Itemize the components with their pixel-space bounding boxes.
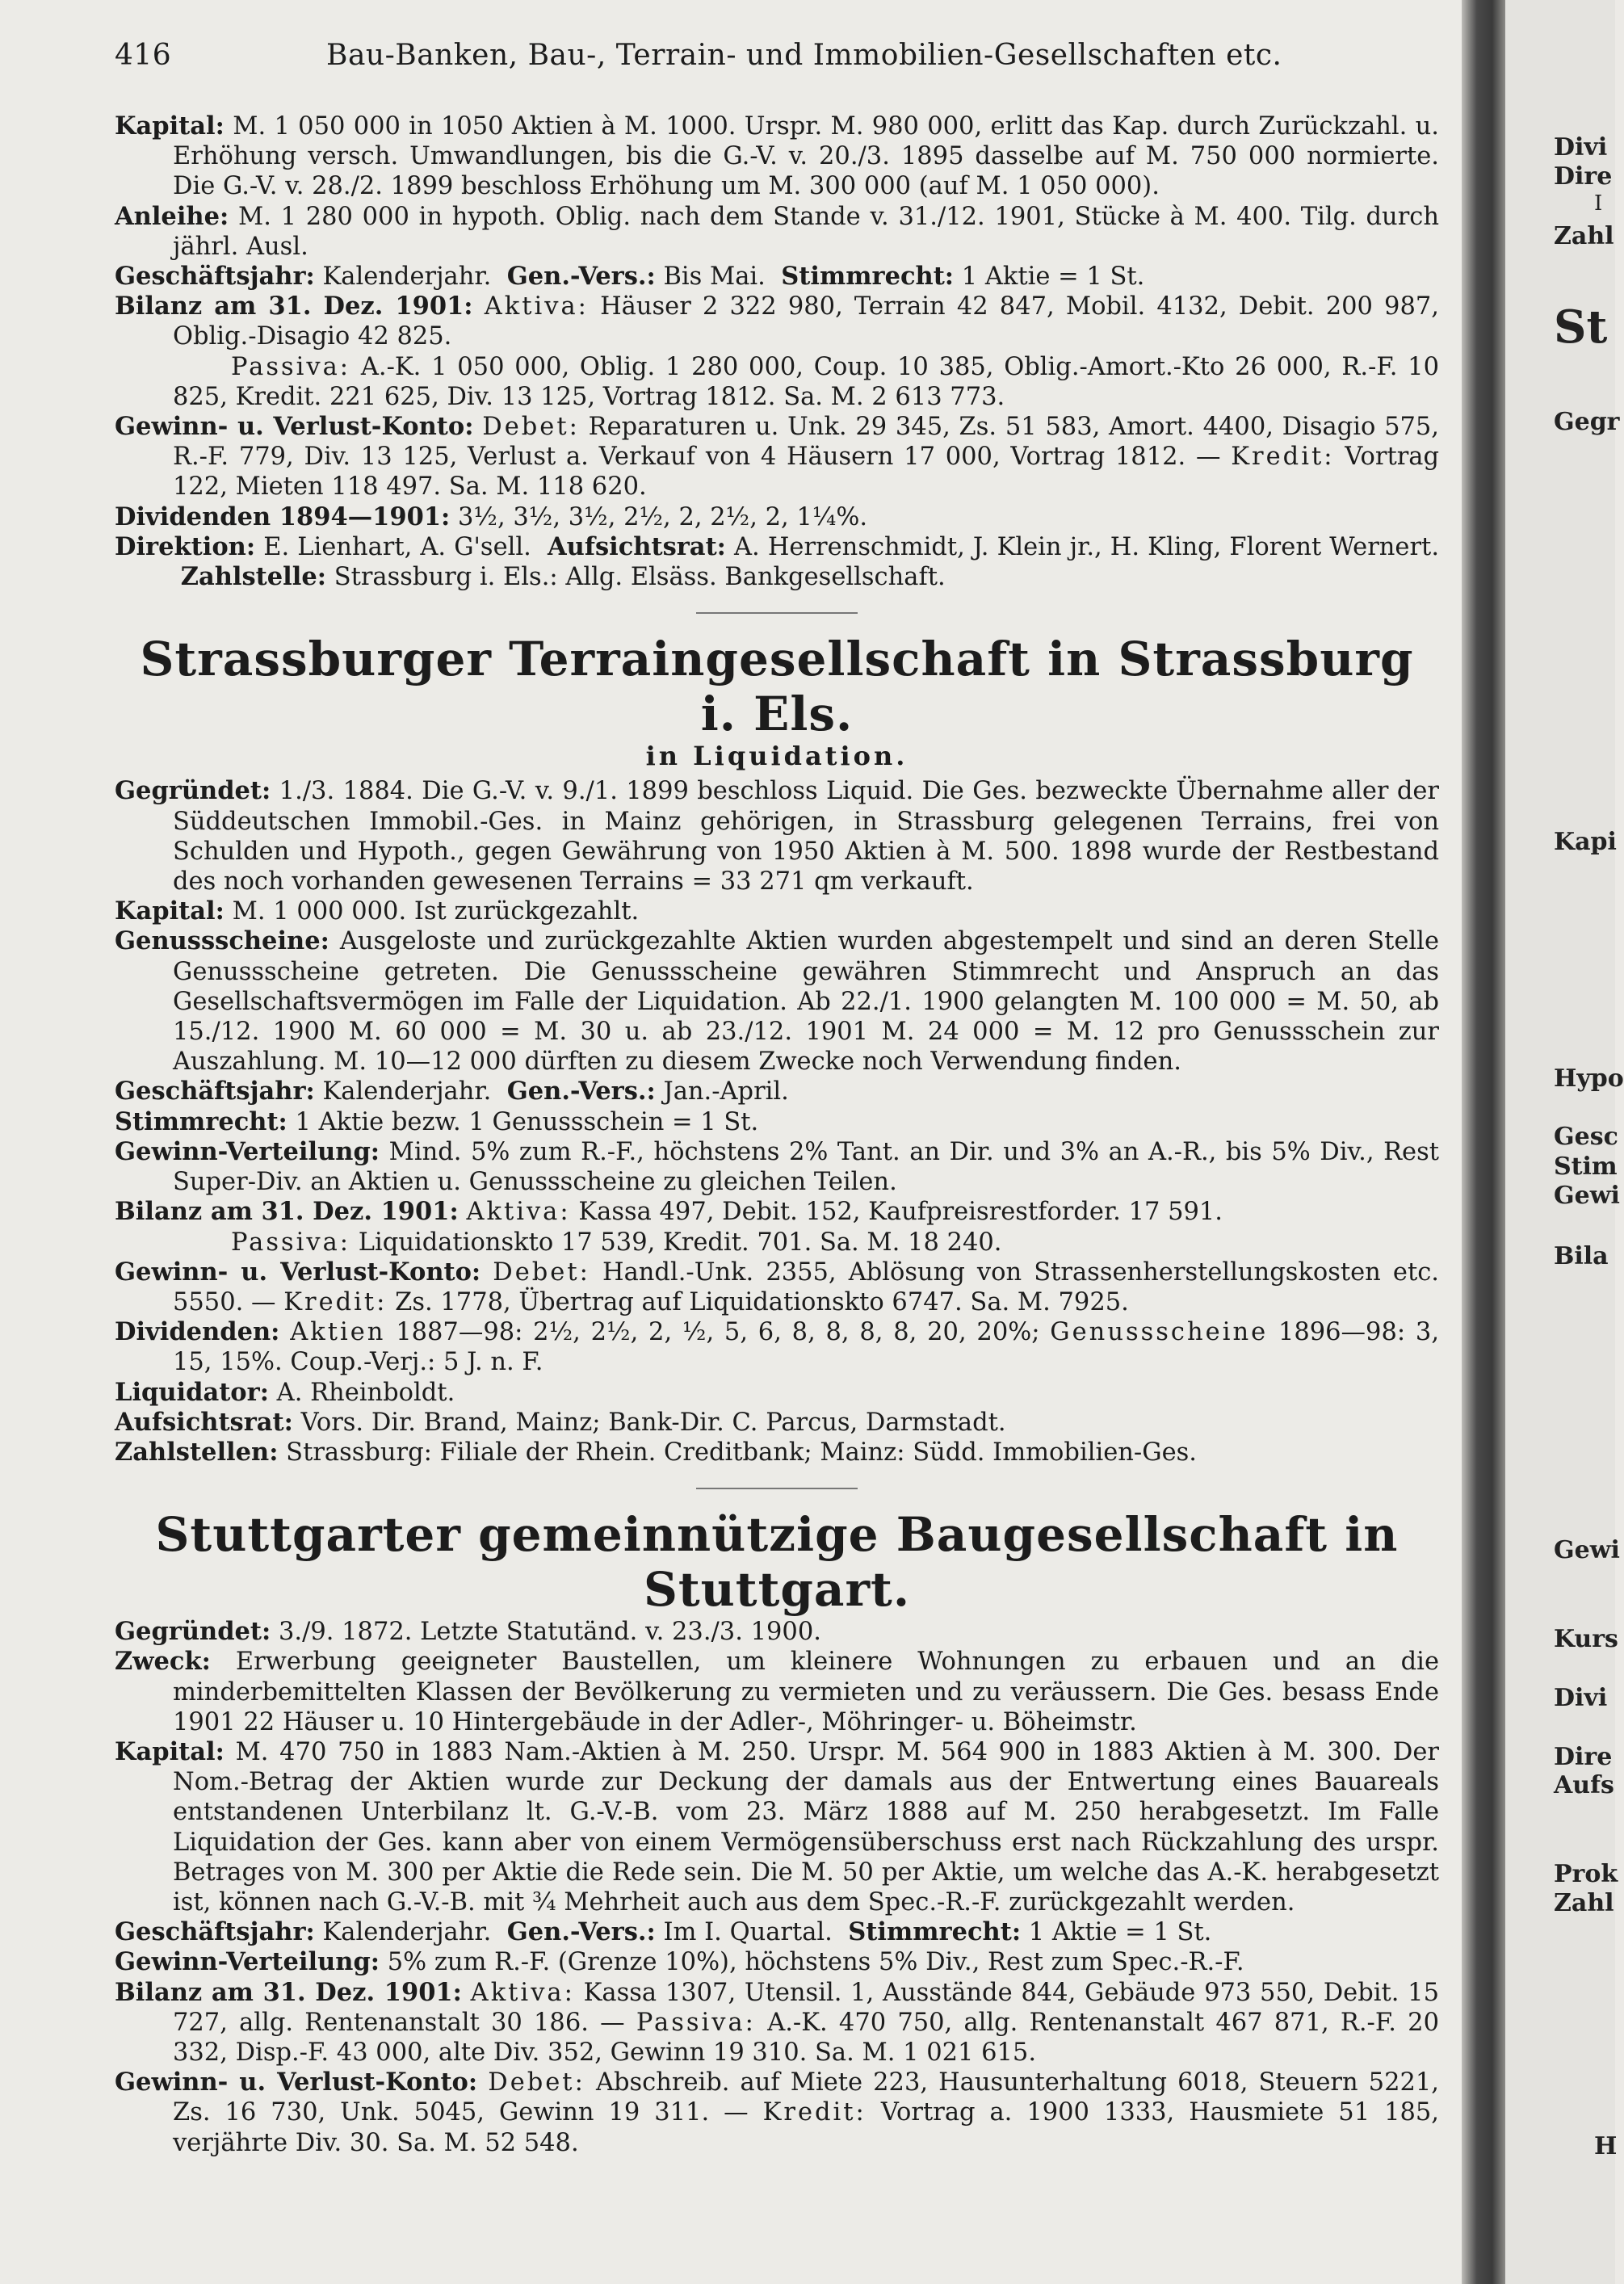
company-title: Strassburger Terraingesellschaft in Strassburg i. Els. xyxy=(140,632,1414,742)
fragment: Stim xyxy=(1554,1152,1618,1181)
entry-liquidator: Liquidator: A. Rheinboldt. xyxy=(115,1377,455,1407)
entry-gewinn-verlust: Gewinn- u. Verlust-Konto: Debet: Abschreib. auf Miete 223, Hausunterhaltung 6018, Steuern 5221, Zs. 16 730, Unk. 5045, Gewinn 19 311. — Kredit: Vortrag a. 1900 1333, Hausmiete 51 185, verjährte Div. 30. Sa. M. 52 548. xyxy=(115,2068,1439,2157)
company-subtitle: in Liquidation. xyxy=(645,741,909,772)
fragment: I xyxy=(1594,191,1603,216)
entry-geschaeftsjahr: Geschäftsjahr: Kalenderjahr. Gen.-Vers.: Im I. Quartal. Stimmrecht: 1 Aktie = 1 St. xyxy=(115,1917,1212,1947)
entry-kapital: Kapital: M. 1 050 000 in 1050 Aktien à M. 1000. Urspr. M. 980 000, erlitt das Kap. durch Zurückzahl. u. Erhöhung versch. Umwandlungen, bis die G.-V. v. 20./3. 1895 dasselbe auf M. 750 000 normierte. Die G.-V. v. 28./2. 1899 beschloss Erhöhung um M. 300 000 (auf M. 1 050 000). xyxy=(115,111,1439,201)
fragment: Bila xyxy=(1554,1242,1609,1270)
fragment: Gegr xyxy=(1554,408,1620,436)
page-content xyxy=(115,111,1439,2158)
fragment: St xyxy=(1554,300,1608,354)
entry-bilanz: Bilanz am 31. Dez. 1901: Aktiva: Kassa 1307, Utensil. 1, Ausstände 844, Gebäude 973 550, Debit. 15 727, allg. Rentenanstalt 30 186. — Passiva: A.-K. 470 750, allg. Rentenanstalt 467 871, R.-F. 20 332, Disp.-F. 43 000, alte Div. 352, Gewinn 19 310. Sa. M. 1 021 615. xyxy=(115,1977,1439,2067)
entry-direktion: Direktion: E. Lienhart, A. G'sell. Aufsichtsrat: A. Herrenschmidt, J. Klein jr., H. Kling, Florent Wernert. Zahlstelle: Strassburg i. Els.: Allg. Elsäss. Bankgesellschaft. xyxy=(115,531,1440,592)
fragment: Divi xyxy=(1554,1684,1608,1712)
entry-bilanz: Bilanz am 31. Dez. 1901: Aktiva: Kassa 497, Debit. 152, Kaufpreisrestforder. 17 591. xyxy=(115,1197,1223,1227)
entry-passiva: Passiva: A.-K. 1 050 000, Oblig. 1 280 000, Coup. 10 385, Oblig.-Amort.-Kto 26 000, R.-F. 10 825, Kredit. 221 625, Div. 13 125, Vortrag 1812. Sa. M. 2 613 773. xyxy=(173,352,1439,411)
section-divider xyxy=(696,612,858,614)
fragment: Prok xyxy=(1554,1860,1618,1888)
entry-gewinn-verteilung: Gewinn-Verteilung: 5% zum R.-F. (Grenze 10%), höchstens 5% Div., Rest zum Spec.-R.-F. xyxy=(115,1947,1244,1977)
fragment: Gewi xyxy=(1554,1182,1620,1210)
entry-anleihe: Anleihe: M. 1 280 000 in hypoth. Oblig. nach dem Stande v. 31./12. 1901, Stücke à M. 400. Tilg. durch jährl. Ausl. xyxy=(115,201,1439,261)
page-number: 416 xyxy=(115,39,172,72)
entry-stimmrecht: Stimmrecht: 1 Aktie bezw. 1 Genussschein = 1 St. xyxy=(115,1106,759,1136)
entry-kapital: Kapital: M. 1 000 000. Ist zurückgezahlt. xyxy=(115,896,640,926)
entry-dividenden: Dividenden 1894—1901: 3½, 3½, 3½, 2½, 2, 2½, 2, 1¼%. xyxy=(115,502,868,531)
fragment: Zahl xyxy=(1554,1889,1614,1917)
fragment: Kapi xyxy=(1554,828,1617,856)
entry-gewinn-verlust: Gewinn- u. Verlust-Konto: Debet: Reparaturen u. Unk. 29 345, Zs. 51 583, Amort. 4400, Disagio 575, R.-F. 779, Div. 13 125, Verlust a. Verkauf von 4 Häusern 17 000, Vortrag 1812. — Kredit: Vortrag 122, Mieten 118 497. Sa. M. 118 620. xyxy=(115,412,1440,502)
entry-gegruendet: Gegründet: 3./9. 1872. Letzte Statutänd. v. 23./3. 1900. xyxy=(115,1617,821,1647)
running-title: Bau-Banken, Bau-, Terrain- und Immobilien-Gesellschaften etc. xyxy=(326,39,1282,72)
entry-gegruendet: Gegründet: 1./3. 1884. Die G.-V. v. 9./1. 1899 beschloss Liquid. Die Ges. bezweckte Übernahme aller der Süddeutschen Immobil.-Ges. in Mainz gehörigen, in Strassburg gelegenen Terrains, frei von Schulden und Hypoth., gegen Gewährung von 1950 Aktien à M. 500. 1898 wurde der Restbestand des noch vorhanden gewesenen Terrains = 33 271 qm verkauft. xyxy=(115,776,1439,896)
entry-gewinn-verteilung: Gewinn-Verteilung: Mind. 5% zum R.-F., höchstens 2% Tant. an Dir. und 3% an A.-R., bis 5% Div., Rest Super-Div. an Aktien u. Genussscheine zu gleichen Teilen. xyxy=(115,1136,1439,1197)
section-divider xyxy=(696,1488,858,1489)
entry-aufsichtsrat: Aufsichtsrat: Vors. Dir. Brand, Mainz; Bank-Dir. C. Parcus, Darmstadt. xyxy=(115,1407,1006,1437)
company-title: Stuttgarter gemeinnützige Baugesellschaft in Stuttgart. xyxy=(155,1507,1399,1618)
fragment: Gesc xyxy=(1554,1123,1618,1151)
fragment: Zahl xyxy=(1554,222,1614,250)
fragment: Dire xyxy=(1554,1743,1613,1771)
entry-geschaeftsjahr: Geschäftsjahr: Kalenderjahr. Gen.-Vers.: Bis Mai. Stimmrecht: 1 Aktie = 1 St. xyxy=(115,262,1145,292)
entry-zahlstellen: Zahlstellen: Strassburg: Filiale der Rhein. Creditbank; Mainz: Südd. Immobilien-Ges. xyxy=(115,1437,1197,1467)
entry-genussscheine: Genussscheine: Ausgeloste und zurückgezahlte Aktien wurden abgestempelt und sind an deren Stelle Genussscheine getreten. Die Genussscheine gewähren Stimmrecht und Anspruch an das Gesellschaftsvermögen im Falle der Liquidation. Ab 22./1. 1900 gelangten M. 100 000 = M. 50, ab 15./12. 1900 M. 60 000 = M. 30 u. ab 23./12. 1901 M. 24 000 = M. 12 pro Genussschein zur Auszahlung. M. 10—12 000 dürften zu diesem Zwecke noch Verwendung finden. xyxy=(115,926,1439,1077)
entry-geschaeftsjahr: Geschäftsjahr: Kalenderjahr. Gen.-Vers.: Jan.-April. xyxy=(115,1077,789,1106)
fragment: Hypo xyxy=(1554,1064,1624,1093)
entry-kapital: Kapital: M. 470 750 in 1883 Nam.-Aktien à M. 250. Urspr. M. 564 900 in 1883 Aktien à M. 300. Der Nom.-Betrag der Aktien wurde zur Deckung der damals aus der Entwertung eines Bauareals entstandenen Unterbilanz lt. G.-V.-B. vom 23. März 1888 auf M. 250 herabgesetzt. Im Falle Liquidation der Ges. kann aber von einem Vermögensüberschuss erst nach Rückzahlung des urspr. Betrages von M. 300 per Aktie die Rede sein. Die M. 50 per Aktie, um welche das A.-K. herabgesetzt ist, können nach G.-V.-B. mit ¾ Mehrheit auch aus dem Spec.-R.-F. zurückgezahlt werden. xyxy=(115,1736,1439,1917)
fragment: Kurs xyxy=(1554,1625,1618,1653)
book-gutter xyxy=(1462,0,1505,2284)
entry-passiva: Passiva: Liquidationskto 17 539, Kredit. 701. Sa. M. 18 240. xyxy=(231,1228,1002,1257)
fragment: Aufs xyxy=(1554,1771,1614,1799)
fragment: Gewi xyxy=(1554,1536,1620,1564)
fragment: H xyxy=(1594,2132,1618,2160)
facing-page-fragment xyxy=(1505,0,1624,2284)
entry-zweck: Zweck: Erwerbung geeigneter Baustellen, um kleinere Wohnungen zu erbauen und an die minderbemittelten Klassen der Bevölkerung zu vermieten und zu veräussern. Die Ges. besass Ende 1901 22 Häuser u. 10 Hintergebäude in der Adler-, Möhringer- u. Böheimstr. xyxy=(115,1647,1439,1736)
entry-dividenden: Dividenden: Aktien 1887—98: 2½, 2½, 2, ½, 5, 6, 8, 8, 8, 8, 20, 20%; Genussscheine 1896—98: 3, 15, 15%. Coup.-Verj.: 5 J. n. F. xyxy=(115,1317,1440,1377)
fragment: Divi xyxy=(1554,133,1608,162)
entry-gewinn-verlust: Gewinn- u. Verlust-Konto: Debet: Handl.-Unk. 2355, Ablösung von Strassenherstellungskosten etc. 5550. — Kredit: Zs. 1778, Übertrag auf Liquidationskto 6747. Sa. M. 7925. xyxy=(115,1257,1439,1316)
fragment: Dire xyxy=(1554,162,1613,191)
entry-bilanz: Bilanz am 31. Dez. 1901: Aktiva: Häuser 2 322 980, Terrain 42 847, Mobil. 4132, Debit. 200 987, Oblig.-Disagio 42 825. xyxy=(115,292,1439,351)
